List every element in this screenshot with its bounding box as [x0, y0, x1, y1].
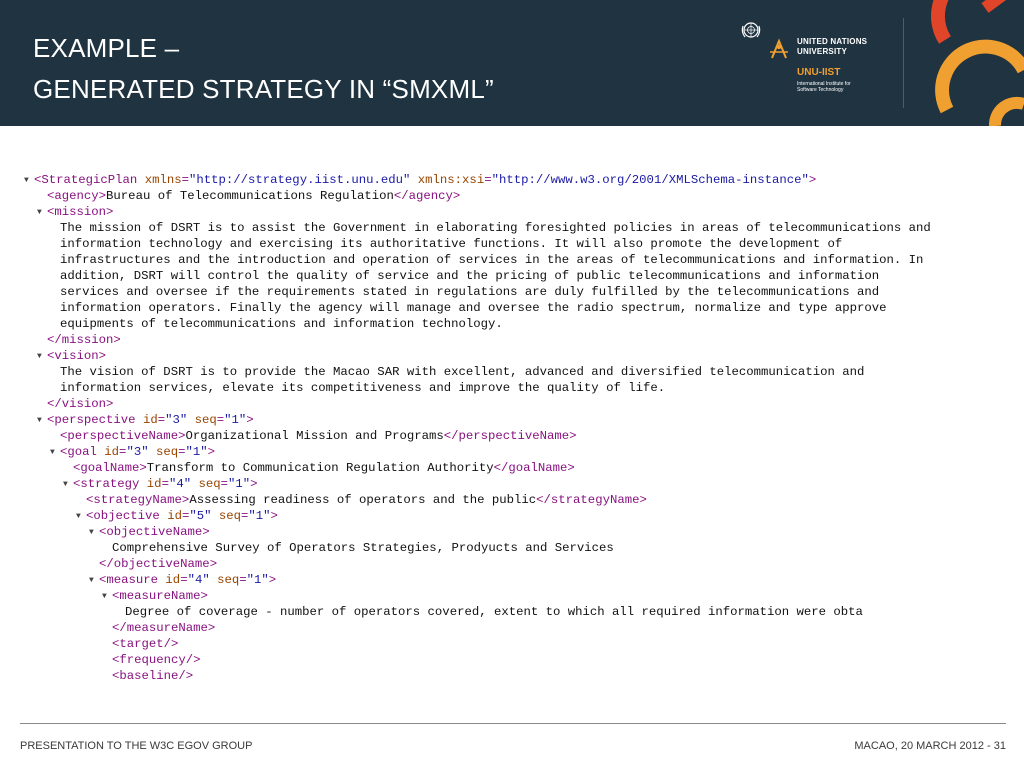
- xml-attribute-name: id: [146, 477, 162, 491]
- institute-full-name: [797, 81, 851, 93]
- xml-tag: >: [270, 509, 278, 523]
- xml-text: infrastructures and the introduction and operation of services in the areas of telecommunications and information. In: [60, 253, 924, 267]
- xml-line: [24, 652, 1014, 668]
- xml-line: [24, 172, 1014, 188]
- xml-line: [24, 492, 1014, 508]
- xml-line: [24, 300, 1014, 316]
- xml-line: [24, 668, 1014, 684]
- expand-toggle-icon[interactable]: ▼: [50, 448, 55, 457]
- xml-attribute-value: "4": [187, 573, 210, 587]
- xml-attribute-value: "3": [165, 413, 188, 427]
- xml-line: [24, 220, 1014, 236]
- xml-tag: =: [484, 173, 492, 187]
- xml-tag: </measureName>: [112, 621, 216, 635]
- xml-attribute-name: seq: [155, 445, 179, 459]
- xml-tag: <baseline/>: [112, 669, 194, 683]
- xml-text: information operators. Finally the agency will manage and oversee the radio spectrum, normalize and type approve: [60, 301, 887, 315]
- expand-toggle-icon[interactable]: ▼: [89, 528, 94, 537]
- xml-tag: =: [181, 173, 189, 187]
- xml-tag: <objectiveName>: [99, 525, 210, 539]
- xml-tag: [149, 445, 156, 459]
- xml-tag: <strategyName>: [86, 493, 190, 507]
- xml-line: [24, 556, 1014, 572]
- expand-toggle-icon[interactable]: ▼: [63, 480, 68, 489]
- xml-text: Bureau of Telecommunications Regulation: [106, 189, 394, 203]
- xml-tag: >: [207, 445, 216, 459]
- xml-line: [24, 588, 1014, 604]
- xml-attribute-value: "5": [189, 509, 212, 523]
- xml-tag: </agency>: [393, 189, 461, 203]
- xml-line: [24, 188, 1014, 204]
- xml-attribute-value: "3": [126, 445, 149, 459]
- footer-presentation-label: PRESENTATION TO THE W3C EGOV GROUP: [20, 740, 253, 752]
- xml-tag: =: [241, 509, 249, 523]
- xml-tag: [410, 173, 417, 187]
- slide-header: [0, 0, 1024, 126]
- xml-tag: </perspectiveName>: [443, 429, 577, 443]
- xml-tag: <strategy: [73, 477, 147, 491]
- footer-divider: [20, 723, 1006, 724]
- slide-title: [33, 28, 494, 110]
- xml-tag: <StrategicPlan: [34, 173, 145, 187]
- xml-attribute-value: "http://strategy.iist.unu.edu": [189, 173, 411, 187]
- expand-toggle-icon[interactable]: ▼: [102, 592, 107, 601]
- xml-line: [24, 204, 1014, 220]
- xml-tag: </mission>: [47, 333, 121, 347]
- xml-line: [24, 396, 1014, 412]
- xml-attribute-name: xmlns: [144, 173, 182, 187]
- xml-tag: [211, 509, 218, 523]
- xml-text: Degree of coverage - number of operators covered, extent to which all required information were obta: [125, 605, 863, 619]
- xml-text: equipments of telecommunications and information technology.: [60, 317, 503, 331]
- expand-toggle-icon[interactable]: ▼: [37, 352, 42, 361]
- xml-text: The mission of DSRT is to assist the Government in elaborating foresighted policies in areas of telecommunications and: [60, 221, 931, 235]
- xml-line: [24, 348, 1014, 364]
- xml-tag: </objectiveName>: [99, 557, 218, 571]
- xml-line: [24, 268, 1014, 284]
- xml-tree-view: [24, 172, 1014, 684]
- xml-attribute-name: xmlns:xsi: [417, 173, 485, 187]
- xml-text: Comprehensive Survey of Operators Strategies, Prodyucts and Services: [112, 541, 614, 555]
- xml-attribute-name: seq: [194, 413, 217, 427]
- xml-line: [24, 476, 1014, 492]
- slide-title-line-1: EXAMPLE –: [33, 33, 180, 63]
- xml-tag: =: [220, 477, 229, 491]
- footer-date-page: MACAO, 20 MARCH 2012 - 31: [854, 740, 1006, 752]
- un-emblem-icon: [739, 18, 763, 42]
- xml-tag: >: [808, 173, 817, 187]
- xml-text: Assessing readiness of operators and the public: [189, 493, 537, 507]
- xml-tag: =: [181, 509, 190, 523]
- xml-tag: >: [246, 413, 254, 427]
- xml-attribute-value: "1": [228, 477, 251, 491]
- xml-line: [24, 380, 1014, 396]
- xml-line: [24, 284, 1014, 300]
- xml-attribute-name: id: [165, 573, 181, 587]
- institute-full-name-line-1: International Institute for: [797, 81, 851, 87]
- xml-text: services and oversee if the requirements stated in regulations are duly fulfilled by the telecommunications and: [60, 285, 880, 299]
- xml-tag: <goal: [60, 445, 105, 459]
- xml-line: [24, 236, 1014, 252]
- xml-attribute-value: "1": [246, 573, 269, 587]
- xml-text: Transform to Communication Regulation Authority: [146, 461, 494, 475]
- xml-tag: =: [216, 413, 225, 427]
- xml-tag: =: [157, 413, 166, 427]
- xml-attribute-name: id: [104, 445, 120, 459]
- unu-mark-icon: [768, 38, 790, 60]
- xml-attribute-value: "1": [185, 445, 208, 459]
- xml-tag: </strategyName>: [536, 493, 647, 507]
- xml-line: [24, 316, 1014, 332]
- xml-line: [24, 604, 1014, 620]
- xml-attribute-value: "1": [224, 413, 247, 427]
- xml-attribute-value: "http://www.w3.org/2001/XMLSchema-instance": [491, 173, 809, 187]
- xml-attribute-name: id: [167, 509, 182, 523]
- xml-tag: =: [161, 477, 169, 491]
- xml-tag: >: [268, 573, 277, 587]
- xml-line: [24, 620, 1014, 636]
- xml-tag: =: [239, 573, 247, 587]
- institute-acronym: UNU-IIST: [797, 67, 841, 78]
- xml-tag: <agency>: [47, 189, 107, 203]
- xml-tag: [187, 413, 194, 427]
- expand-toggle-icon[interactable]: ▼: [37, 208, 42, 217]
- xml-attribute-name: seq: [198, 477, 221, 491]
- organization-name: [797, 37, 867, 57]
- expand-toggle-icon[interactable]: ▼: [76, 512, 81, 521]
- xml-attribute-value: "1": [248, 509, 271, 523]
- xml-line: [24, 364, 1014, 380]
- expand-toggle-icon[interactable]: ▼: [24, 176, 29, 185]
- xml-text: addition, DSRT will control the quality of service and the pricing of public telecommunications and information: [60, 269, 880, 283]
- xml-tag: <target/>: [112, 637, 179, 651]
- xml-attribute-name: seq: [218, 509, 242, 523]
- xml-line: [24, 332, 1014, 348]
- xml-tag: <perspectiveName>: [60, 429, 186, 443]
- xml-tag: =: [119, 445, 127, 459]
- xml-tag: </vision>: [47, 397, 114, 411]
- xml-tag: <mission>: [47, 205, 114, 219]
- xml-tag: <objective: [86, 509, 168, 523]
- decorative-arcs: [925, 0, 1024, 126]
- xml-tag: <goalName>: [73, 461, 147, 475]
- xml-line: [24, 524, 1014, 540]
- xml-line: [24, 252, 1014, 268]
- institute-full-name-line-2: Software Technology: [797, 87, 844, 93]
- xml-text: Organizational Mission and Programs: [185, 429, 444, 443]
- xml-line: [24, 460, 1014, 476]
- organization-name-line-1: UNITED NATIONS: [797, 37, 868, 46]
- xml-line: [24, 636, 1014, 652]
- xml-tag: =: [180, 573, 188, 587]
- xml-line: [24, 428, 1014, 444]
- xml-text: information technology and exercising its authoritative functions. It will also promote the development of: [60, 237, 843, 251]
- xml-line: [24, 444, 1014, 460]
- header-divider: [903, 18, 904, 108]
- xml-tag: </goalName>: [493, 461, 575, 475]
- expand-toggle-icon[interactable]: ▼: [89, 576, 94, 585]
- xml-text: The vision of DSRT is to provide the Macao SAR with excellent, advanced and diversified telecommunication and: [60, 365, 865, 379]
- xml-attribute-name: id: [142, 413, 158, 427]
- xml-tag: >: [250, 477, 258, 491]
- xml-line: [24, 412, 1014, 428]
- slide-title-line-2: GENERATED STRATEGY IN “SMXML”: [33, 74, 494, 104]
- xml-tag: =: [178, 445, 186, 459]
- xml-line: [24, 508, 1014, 524]
- organization-name-line-2: UNIVERSITY: [797, 47, 848, 56]
- xml-tag: [210, 573, 217, 587]
- xml-tag: <vision>: [47, 349, 107, 363]
- xml-tag: <measure: [99, 573, 166, 587]
- xml-attribute-name: seq: [217, 573, 240, 587]
- xml-tag: <frequency/>: [112, 653, 201, 667]
- xml-text: information services, elevate its competitiveness and improve the quality of life.: [60, 381, 666, 395]
- xml-attribute-value: "4": [168, 477, 192, 491]
- expand-toggle-icon[interactable]: ▼: [37, 416, 42, 425]
- xml-line: [24, 572, 1014, 588]
- xml-tag: <perspective: [47, 413, 143, 427]
- xml-line: [24, 540, 1014, 556]
- xml-tag: <measureName>: [112, 589, 208, 603]
